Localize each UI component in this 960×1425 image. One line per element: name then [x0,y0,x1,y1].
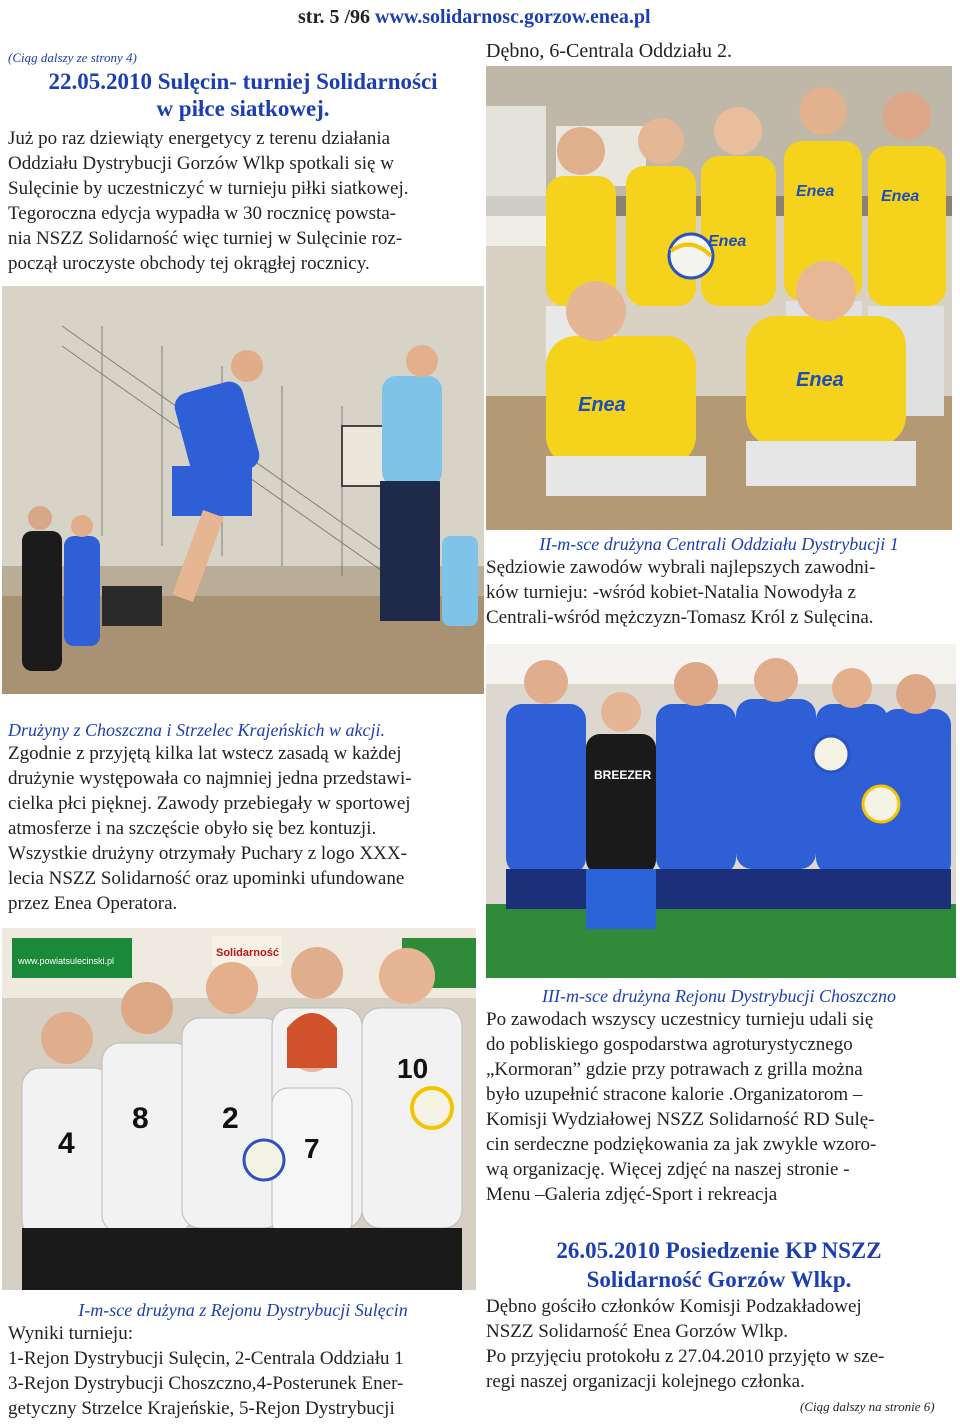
text-line: atmosferze i na szczęście obyło się bez kontuzji. [8,818,377,839]
caption-second-place [486,534,952,630]
caption-title: I-m-sce drużyna z Rejonu Dystrybucji Sulęcin [78,1300,408,1320]
photo-yellow-team [486,66,952,530]
solidarnosc-logo: Solidarność [216,947,279,959]
photo-white-team [2,928,476,1290]
text-line: Zgodnie z przyjętą kilka lat wstecz zasadą w każdej [8,743,402,764]
text-line: przez Enea Operatora. [8,893,178,914]
text-line: Wszystkie drużyny otrzymały Puchary z logo XXX- [8,843,407,864]
text-line: Po zawodach wszyscy uczestnicy turnieju udali się [486,1009,874,1030]
text-line: 3-Rejon Dystrybucji Choszczno,4-Posterunek Ener- [8,1373,404,1394]
enea-logo-text: Enea [578,394,626,416]
jersey-number: 7 [304,1133,320,1164]
text-line: Menu –Galeria zdjęć-Sport i rekreacja [486,1184,778,1205]
text-line: 1-Rejon Dystrybucji Sulęcin, 2-Centrala Oddziału 1 [8,1348,404,1369]
text-line: Komisji Wydziałowej NSZZ Solidarność RD Sulę- [486,1109,875,1130]
article1-title-line2: w piłce siatkowej. [156,96,330,121]
text-line: getyczny Strzelce Krajeńskie, 5-Rejon Dystrybucji [8,1398,395,1419]
text-line: począł uroczyste obchody tej okrągłej rocznicy. [8,253,370,274]
page-number: str. 5 /96 [298,6,371,28]
photo-top-caption: Dębno, 6-Centrala Oddziału 2. [486,40,733,62]
breezer-shirt-text: BREEZER [594,768,652,782]
text-line: Sędziowie zawodów wybrali najlepszych zawodni- [486,557,876,578]
article1-title-line1: 22.05.2010 Sulęcin- turniej Solidarności [48,69,438,94]
text-line: ków turnieju: -wśród kobiet-Natalia Nowodyła z [486,582,856,603]
caption-teams-in-action [8,720,478,916]
text-line: Centrali-wśród mężczyzn-Tomasz Król z Sulęcina. [486,607,874,628]
text-line: było uzupełnić stracone kalorie .Organizatorom – [486,1084,863,1105]
text-line: Dębno gościło członków Komisji Podzakładowej [486,1296,862,1317]
caption-title: II-m-sce drużyna Centrali Oddziału Dystrybucji 1 [539,534,899,554]
text-line: „Kormoran” gdzie przy potrawach z grilla można [486,1059,863,1080]
continued-from: (Ciąg dalszy ze strony 4) [8,50,137,65]
text-line: Tegoroczna edycja wypadła w 30 rocznicę powsta- [8,203,396,224]
text-line: Wyniki turnieju: [8,1323,133,1344]
caption-title: III-m-sce drużyna Rejonu Dystrybucji Choszczno [542,986,896,1006]
enea-logo-text: Enea [708,233,747,250]
text-line: NSZZ Solidarność Enea Gorzów Wlkp. [486,1321,789,1342]
jersey-number: 10 [397,1053,429,1084]
article1-title [8,68,478,122]
photo-blue-team [486,644,956,978]
text-line: Po przyjęciu protokołu z 27.04.2010 przyjęto w sze- [486,1346,885,1367]
caption-title: Drużyny z Choszczna i Strzelec Krajeńskich w akcji. [8,720,385,740]
text-line: cin serdeczne podziękowania za jak zwykle wzoro- [486,1134,877,1155]
article1-paragraph [8,126,478,276]
text-line: lecia NSZZ Solidarność oraz upominki ufundowane [8,868,405,889]
photo-volleyball-action [2,286,484,694]
article2-title-line2: Solidarność Gorzów Wlkp. [586,1267,852,1292]
site-url[interactable]: www.solidarnosc.gorzow.enea.pl [375,6,651,28]
text-line: nia NSZZ Solidarność więc turniej w Sulęcinie roz- [8,228,403,249]
text-line: Sulęcinie by uczestniczyć w turnieju piłki siatkowej. [8,178,409,199]
page-header [298,6,651,29]
text-line: Już po raz dziewiąty energetycy z terenu działania [8,128,391,149]
text-line: wą organizację. Więcej zdjęć na naszej stronie - [486,1159,850,1180]
jersey-number: 2 [222,1102,239,1135]
text-line: do pobliskiego gospodarstwa agroturystycznego [486,1034,853,1055]
banner-text: www.powiatsulecinski.pl [18,956,115,966]
text-line: Oddziału Dystrybucji Gorzów Wlkp spotkali się w [8,153,394,174]
caption-first-place [8,1300,478,1421]
text-line: drużynie występowała co najmniej jedna przedstawi- [8,768,412,789]
caption-third-place [486,986,952,1207]
jersey-number: 4 [58,1127,75,1160]
jersey-number: 8 [132,1102,149,1135]
enea-logo-text: Enea [881,188,920,205]
continued-to: (Ciąg dalszy na stronie 6) [800,1399,935,1414]
text-line: cielka płci pięknej. Zawody przebiegały w sportowej [8,793,411,814]
enea-logo-text: Enea [796,183,835,200]
article2-title [486,1236,952,1294]
article2-title-line1: 26.05.2010 Posiedzenie KP NSZZ [556,1238,882,1263]
article2-paragraph [486,1294,952,1394]
text-line: regi naszej organizacji kolejnego członka. [486,1371,805,1392]
enea-logo-text: Enea [796,369,844,391]
